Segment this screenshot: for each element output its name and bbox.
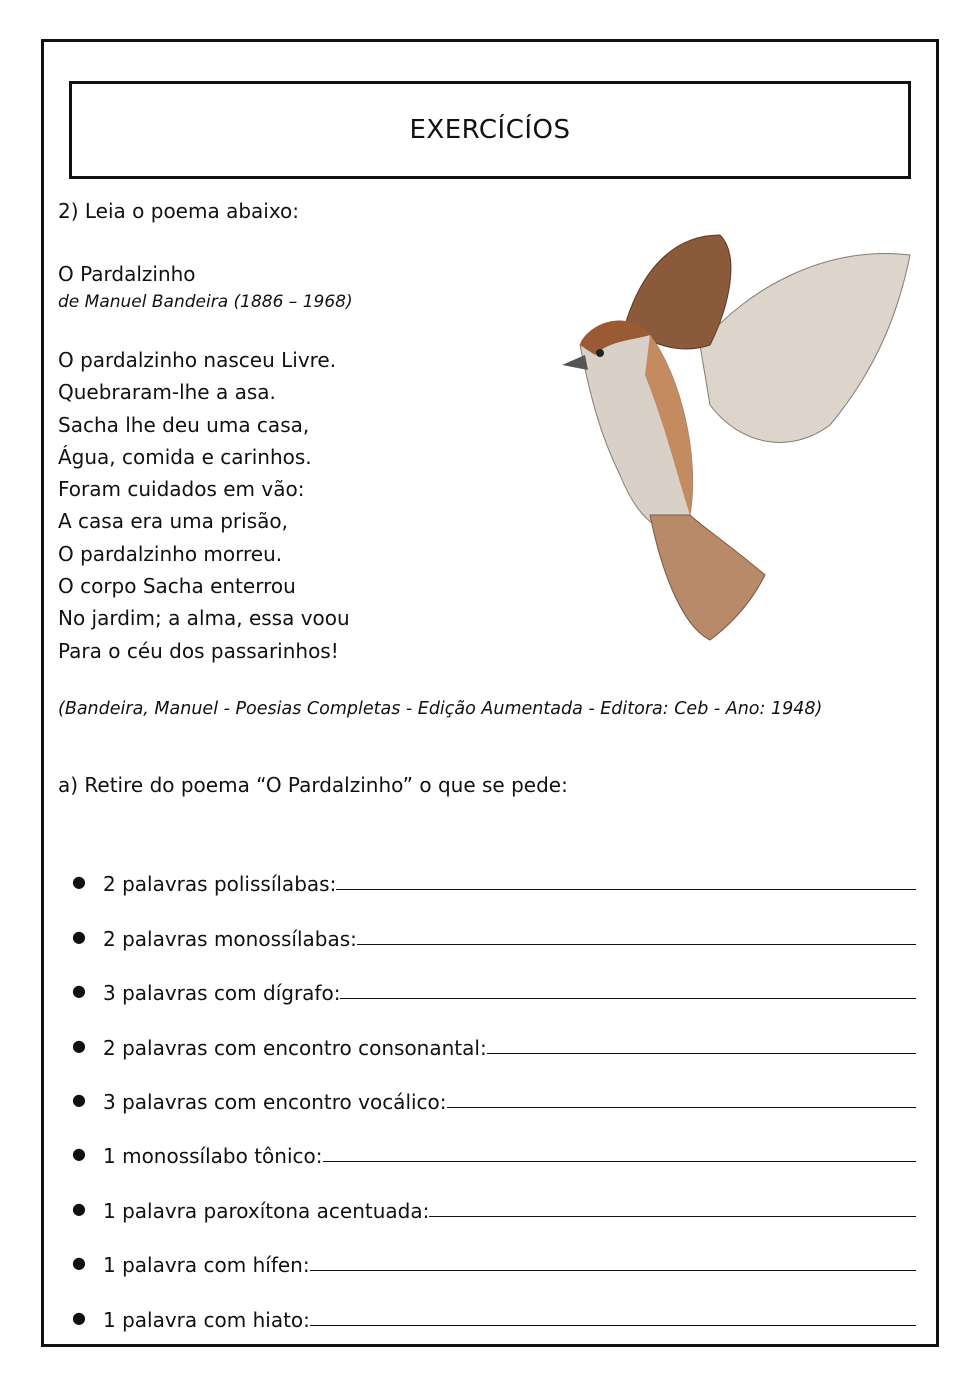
answer-list bbox=[72, 842, 920, 1332]
poem-line: O corpo Sacha enterrou bbox=[58, 574, 296, 599]
poem-body bbox=[58, 344, 350, 667]
item-label: 1 palavra com hífen: bbox=[103, 1253, 310, 1278]
item-label: 3 palavras com encontro vocálico: bbox=[103, 1089, 447, 1114]
bullet-icon: ● bbox=[72, 926, 86, 946]
item-label: 2 palavras com encontro consonantal: bbox=[103, 1035, 487, 1060]
answer-line[interactable] bbox=[310, 1270, 916, 1271]
poem-title: O Pardalzinho bbox=[58, 262, 196, 286]
bullet-icon: ● bbox=[72, 1035, 86, 1055]
poem-line: Quebraram-lhe a asa. bbox=[58, 380, 276, 405]
list-item bbox=[72, 951, 920, 1005]
answer-line[interactable] bbox=[336, 889, 916, 890]
page-title: EXERCÍCÍOS bbox=[409, 115, 571, 145]
list-item bbox=[72, 1223, 920, 1277]
bullet-icon: ● bbox=[72, 1089, 86, 1109]
poem-author: de Manuel Bandeira (1886 – 1968) bbox=[58, 292, 353, 312]
item-label: 2 palavras polissílabas: bbox=[103, 872, 337, 897]
title-box bbox=[69, 81, 911, 179]
bullet-icon: ● bbox=[72, 1198, 86, 1218]
poem-line: O pardalzinho nasceu Livre. bbox=[58, 348, 337, 372]
item-label: 1 monossílabo tônico: bbox=[103, 1144, 323, 1169]
item-label: 1 palavra com hiato: bbox=[103, 1307, 310, 1332]
poem-line: Sacha lhe deu uma casa, bbox=[58, 412, 310, 437]
bullet-icon: ● bbox=[72, 1144, 86, 1164]
item-label: 1 palavra paroxítona acentuada: bbox=[103, 1198, 430, 1223]
poem-line: No jardim; a alma, essa voou bbox=[58, 606, 350, 631]
instruction: 2) Leia o poema abaixo: bbox=[58, 199, 300, 223]
list-item bbox=[72, 842, 920, 896]
list-item bbox=[72, 1060, 920, 1114]
item-label: 2 palavras monossílabas: bbox=[103, 926, 357, 951]
answer-line[interactable] bbox=[487, 1053, 916, 1054]
poem-line: Foram cuidados em vão: bbox=[58, 477, 305, 502]
answer-line[interactable] bbox=[323, 1161, 917, 1162]
list-item bbox=[72, 1114, 920, 1168]
poem-line: O pardalzinho morreu. bbox=[58, 541, 283, 566]
question-a: a) Retire do poema “O Pardalzinho” o que se pede: bbox=[58, 773, 568, 797]
list-item bbox=[72, 896, 920, 950]
answer-line[interactable] bbox=[447, 1107, 916, 1108]
bullet-icon: ● bbox=[72, 1253, 86, 1273]
list-item bbox=[72, 1005, 920, 1059]
bullet-icon: ● bbox=[72, 872, 86, 892]
bullet-icon: ● bbox=[72, 1307, 86, 1327]
poem-line: Para o céu dos passarinhos! bbox=[58, 638, 339, 663]
citation: (Bandeira, Manuel - Poesias Completas - Edição Aumentada - Editora: Ceb - Ano: 1948) bbox=[58, 699, 823, 719]
answer-line[interactable] bbox=[340, 998, 916, 999]
poem-line: A casa era uma prisão, bbox=[58, 509, 288, 534]
item-label: 3 palavras com dígrafo: bbox=[103, 981, 341, 1006]
answer-line[interactable] bbox=[429, 1216, 916, 1217]
poem-line: Água, comida e carinhos. bbox=[58, 444, 312, 469]
bullet-icon: ● bbox=[72, 981, 86, 1001]
answer-line[interactable] bbox=[310, 1325, 916, 1326]
list-item bbox=[72, 1277, 920, 1331]
list-item bbox=[72, 1168, 920, 1222]
answer-line[interactable] bbox=[357, 944, 916, 945]
sparrow-illustration bbox=[550, 225, 920, 650]
